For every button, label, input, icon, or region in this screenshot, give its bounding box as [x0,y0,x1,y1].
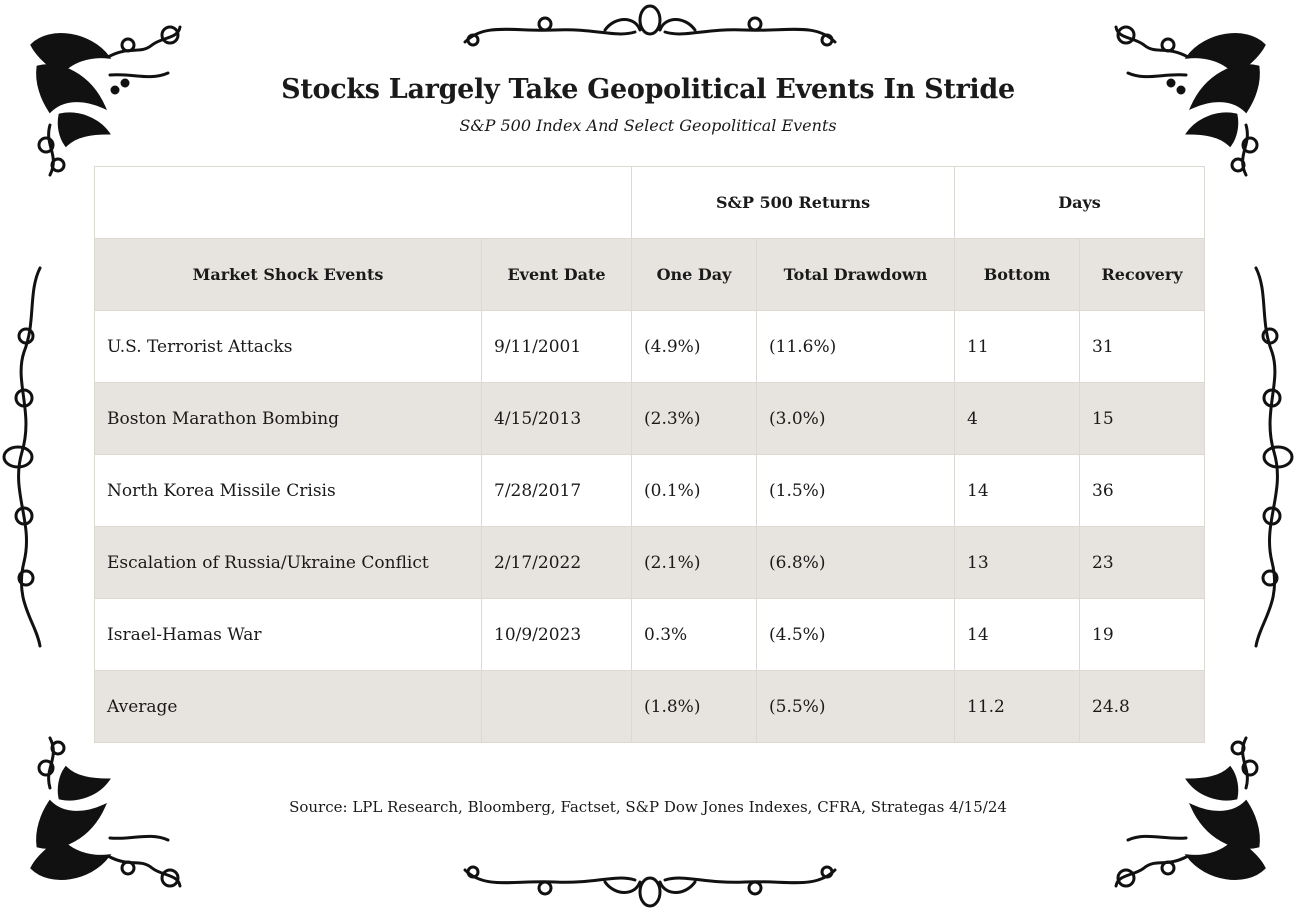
recovery-cell: 36 [1080,455,1205,527]
date-cell: 7/28/2017 [482,455,632,527]
average-one-day-cell: (1.8%) [632,671,757,743]
column-header: Event Date [482,239,632,311]
date-cell: 4/15/2013 [482,383,632,455]
column-header: One Day [632,239,757,311]
event-cell: Israel-Hamas War [95,599,482,671]
side-flourish-icon [0,262,50,652]
table-row [95,455,1205,527]
average-recovery-cell: 24.8 [1080,671,1205,743]
event-cell: Escalation of Russia/Ukraine Conflict [95,527,482,599]
event-cell: U.S. Terrorist Attacks [95,311,482,383]
event-cell: North Korea Missile Crisis [95,455,482,527]
source-note: Source: LPL Research, Bloomberg, Factset, S&P Dow Jones Indexes, CFRA, Strategas 4/15/24 [289,798,1007,816]
average-drawdown-cell: (5.5%) [757,671,955,743]
events-table [94,166,1205,743]
page-subtitle: S&P 500 Index And Select Geopolitical Events [459,116,837,135]
bottom-cell: 14 [955,455,1080,527]
event-cell: Boston Marathon Bombing [95,383,482,455]
group-header-days: Days [955,167,1205,239]
column-header: Total Drawdown [757,239,955,311]
bottom-cell: 4 [955,383,1080,455]
drawdown-cell: (1.5%) [757,455,955,527]
average-date-cell [482,671,632,743]
one-day-cell: (2.1%) [632,527,757,599]
column-header-row [95,239,1205,311]
bottom-cell: 14 [955,599,1080,671]
bottom-cell: 13 [955,527,1080,599]
page-title: Stocks Largely Take Geopolitical Events In Stride [281,74,1015,105]
group-header-empty [95,167,632,239]
recovery-cell: 19 [1080,599,1205,671]
side-flourish-icon [1246,262,1296,652]
group-header-returns: S&P 500 Returns [632,167,955,239]
one-day-cell: 0.3% [632,599,757,671]
recovery-cell: 31 [1080,311,1205,383]
bottom-cell: 11 [955,311,1080,383]
column-header: Bottom [955,239,1080,311]
drawdown-cell: (4.5%) [757,599,955,671]
column-header: Market Shock Events [95,239,482,311]
average-row [95,671,1205,743]
recovery-cell: 15 [1080,383,1205,455]
column-header: Recovery [1080,239,1205,311]
table-row [95,527,1205,599]
table-row [95,599,1205,671]
one-day-cell: (4.9%) [632,311,757,383]
average-label-cell: Average [95,671,482,743]
drawdown-cell: (6.8%) [757,527,955,599]
group-header-row [95,167,1205,239]
drawdown-cell: (11.6%) [757,311,955,383]
drawdown-cell: (3.0%) [757,383,955,455]
average-bottom-cell: 11.2 [955,671,1080,743]
date-cell: 2/17/2022 [482,527,632,599]
scroll-flourish-icon [455,860,845,910]
date-cell: 9/11/2001 [482,311,632,383]
table-row [95,383,1205,455]
one-day-cell: (2.3%) [632,383,757,455]
table-row [95,311,1205,383]
scroll-flourish-icon [455,2,845,52]
date-cell: 10/9/2023 [482,599,632,671]
one-day-cell: (0.1%) [632,455,757,527]
recovery-cell: 23 [1080,527,1205,599]
